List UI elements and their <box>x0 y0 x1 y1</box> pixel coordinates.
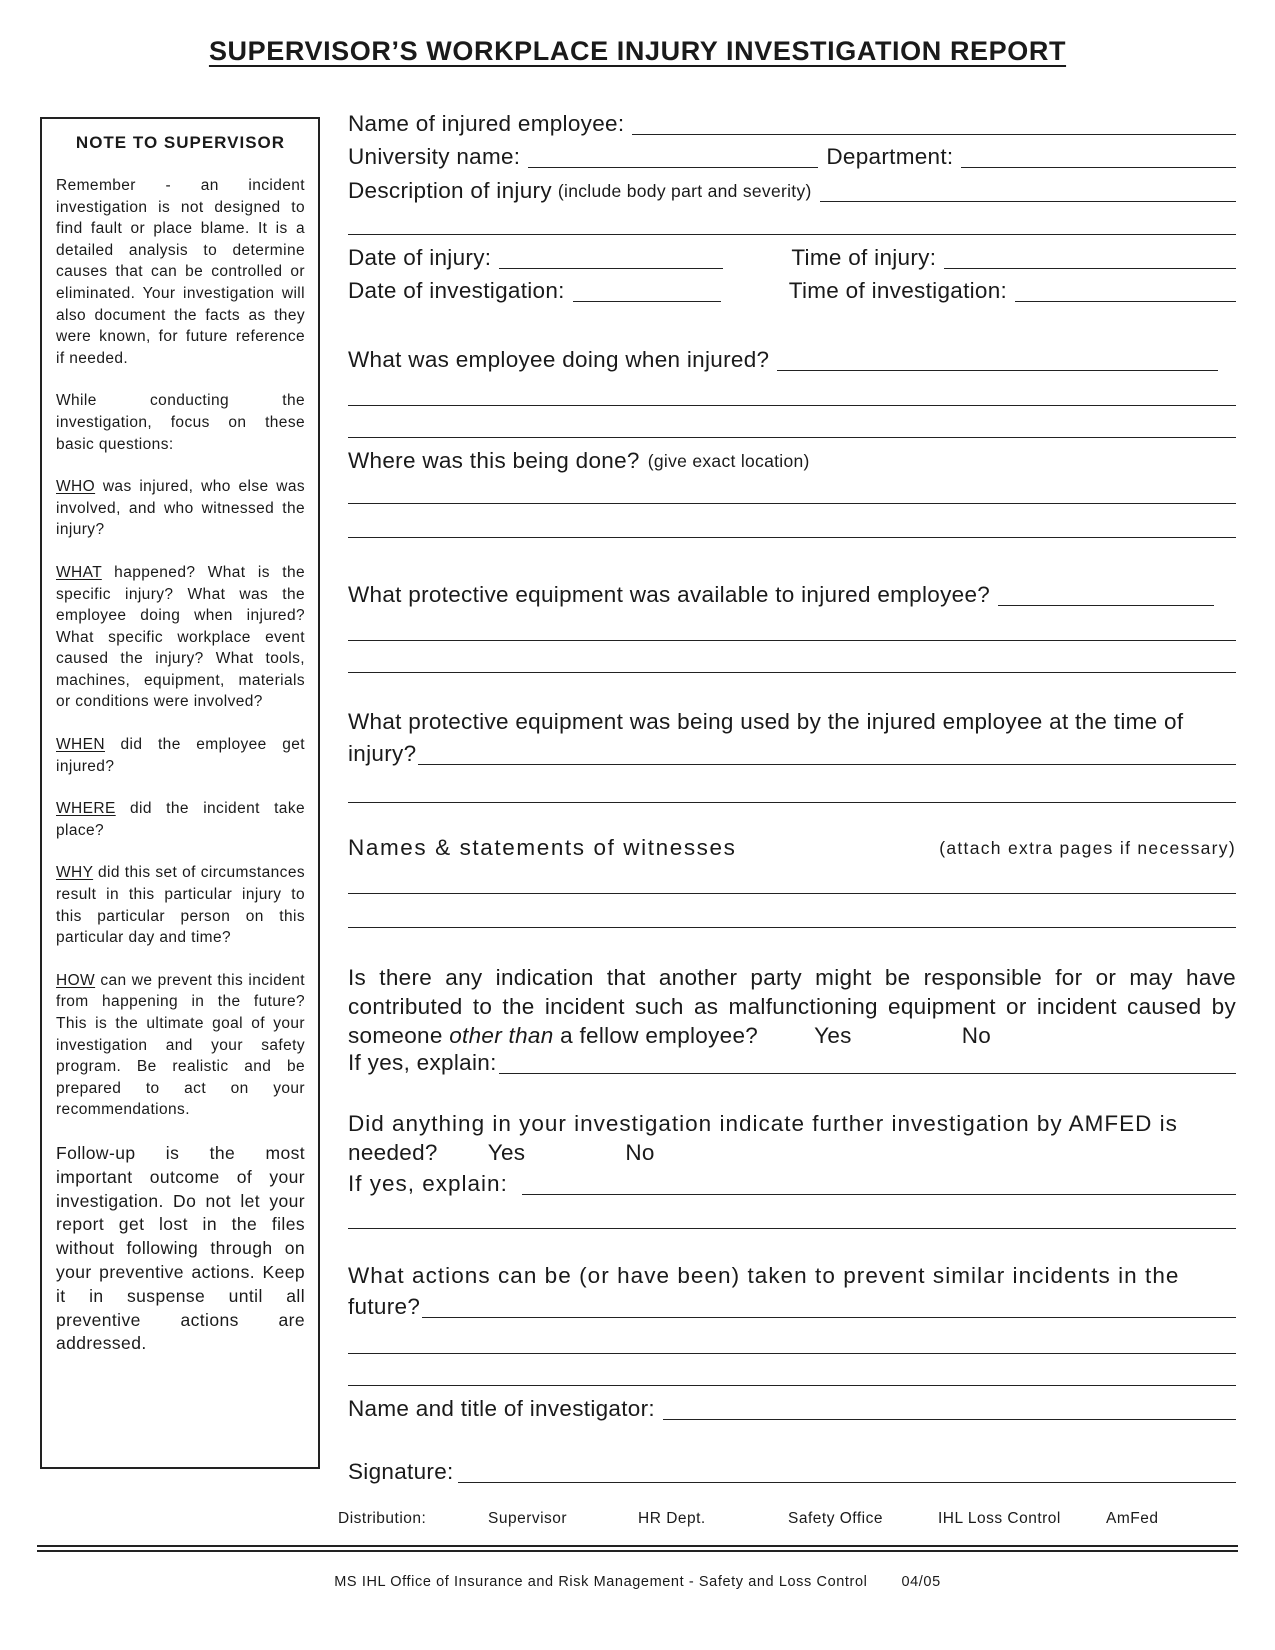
time-injury-field[interactable] <box>944 268 1236 269</box>
other-party-explain-field[interactable] <box>499 1073 1236 1074</box>
report-form <box>348 0 1236 1520</box>
witnesses-row <box>348 834 1236 862</box>
ppe-available-field-2[interactable] <box>348 640 1236 641</box>
doing-label: What was employee doing when injured? <box>348 347 770 372</box>
footer-rule-bottom <box>37 1550 1238 1552</box>
distribution-item: AmFed <box>1106 1510 1159 1527</box>
witnesses-field-1[interactable] <box>348 893 1236 894</box>
investigator-row <box>348 1395 1236 1423</box>
amfed-explain-field[interactable] <box>522 1194 1236 1195</box>
why-keyword: WHY <box>56 864 94 882</box>
distribution-item: Safety Office <box>788 1510 883 1527</box>
other-party-question: Is there any indication that another party might be responsible for or may have contributed to the incident such as malfunctioning equipment or incident caused by someone other than a fellow employee? Yes No <box>348 965 1236 1048</box>
ppe-used-label: What protective equipment was being used by the injured employee at the time of <box>348 709 1184 734</box>
actions-question: What actions can be (or have been) taken to prevent similar incidents in the <box>348 1263 1180 1288</box>
where-field-2[interactable] <box>348 537 1236 538</box>
amfed-explain-field-2[interactable] <box>348 1228 1236 1229</box>
ppe-used-field[interactable] <box>418 764 1236 765</box>
injury-desc-note: (include body part and severity) <box>557 181 812 201</box>
actions-row-1 <box>348 1262 1236 1290</box>
amfed-row-1 <box>348 1110 1236 1138</box>
injury-desc-field[interactable] <box>820 201 1236 202</box>
date-injury-row <box>348 244 1236 272</box>
date-injury-label: Date of injury: <box>348 245 492 270</box>
witnesses-note: (attach extra pages if necessary) <box>939 838 1236 858</box>
note-heading: NOTE TO SUPERVISOR <box>75 133 286 152</box>
other-party-explain-label: If yes, explain: <box>348 1050 497 1075</box>
time-investigation-field[interactable] <box>1015 301 1236 302</box>
amfed-question-2: needed? <box>348 1140 438 1165</box>
actions-question-2: future? <box>348 1294 421 1319</box>
note-what: WHAT happened? What is the specific injury? What was the employee doing when injured? What specific workplace event caused the injury? What tools, machines, equipment, materials or conditions were involved? <box>56 563 305 711</box>
ppe-available-field-3[interactable] <box>348 672 1236 673</box>
how-keyword: HOW <box>56 971 96 989</box>
doing-field-3[interactable] <box>348 437 1236 438</box>
amfed-yes[interactable]: Yes <box>487 1140 526 1165</box>
footer-rule-top <box>37 1545 1238 1547</box>
doing-field-2[interactable] <box>348 405 1236 406</box>
injury-desc-label: Description of injury <box>348 178 552 203</box>
signature-field[interactable] <box>458 1482 1236 1483</box>
note-why: WHY did this set of circumstances result in this particular injury to this particular person on this particular day and time? <box>56 864 305 947</box>
witnesses-label: Names & statements of witnesses <box>348 835 737 860</box>
doing-row <box>348 346 1236 374</box>
investigator-field[interactable] <box>663 1419 1236 1420</box>
investigator-label: Name and title of investigator: <box>348 1396 655 1421</box>
other-party-yes[interactable]: Yes <box>814 1023 852 1048</box>
ppe-used-label-2: injury? <box>348 741 417 766</box>
ppe-available-row <box>348 581 1236 609</box>
note-when: WHEN did the employee get injured? <box>56 736 305 775</box>
amfed-no[interactable]: No <box>625 1140 655 1165</box>
note-followup: Follow-up is the most important outcome of your investigation. Do not let your report get lost in the files without following through on your preventive actions. Keep it in suspense until all preventive actions are addressed. <box>56 1142 305 1354</box>
where-label: Where was this being done? <box>348 448 640 473</box>
note-how: HOW can we prevent this incident from happening in the future? This is the ultimate goal of your investigation and your safety program. Be realistic and be prepared to act on your recommendations. <box>56 971 305 1119</box>
employee-name-field[interactable] <box>632 134 1236 135</box>
signature-row <box>348 1458 1236 1486</box>
amfed-row-2 <box>348 1139 1236 1167</box>
amfed-explain-label: If yes, explain: <box>348 1171 508 1196</box>
ppe-used-row-1 <box>348 708 1236 736</box>
time-injury-label: Time of injury: <box>791 245 937 270</box>
amfed-question: Did anything in your investigation indicate further investigation by AMFED is <box>348 1111 1178 1136</box>
note-who: WHO was injured, who else was involved, and who witnessed the injury? <box>56 478 305 539</box>
witnesses-field-2[interactable] <box>348 927 1236 928</box>
employee-name-row <box>348 110 1236 138</box>
ppe-available-field[interactable] <box>998 605 1214 606</box>
where-row <box>348 447 1236 475</box>
ppe-available-label: What protective equipment was available to injured employee? <box>348 582 991 607</box>
page-title: SUPERVISOR’S WORKPLACE INJURY INVESTIGATION REPORT <box>208 36 1067 66</box>
note-paragraph-remember: Remember - an incident investigation is not designed to find fault or place blame. It is a detailed analysis to determine causes that can be controlled or eliminated. Your investigation will also document the facts as they were known, for future reference if needed. <box>56 177 305 367</box>
who-keyword: WHO <box>56 478 96 496</box>
distribution-item: Supervisor <box>488 1510 568 1527</box>
date-injury-field[interactable] <box>499 268 723 269</box>
date-investigation-row <box>348 277 1236 305</box>
distribution-item: HR Dept. <box>638 1510 706 1527</box>
ppe-used-field-2[interactable] <box>348 802 1236 803</box>
signature-label: Signature: <box>348 1459 454 1484</box>
injury-desc-row <box>348 177 1236 205</box>
injury-desc-field-2[interactable] <box>348 234 1236 235</box>
where-note: (give exact location) <box>647 451 810 471</box>
where-keyword: WHERE <box>56 800 116 818</box>
department-field[interactable] <box>961 167 1236 168</box>
note-paragraph-questions: While conducting the investigation, focus on these basic questions: <box>56 392 305 453</box>
university-name-label: University name: <box>348 144 521 169</box>
when-keyword: WHEN <box>56 736 105 754</box>
actions-field-2[interactable] <box>348 1353 1236 1354</box>
what-keyword: WHAT <box>56 563 102 581</box>
footer-date: 04/05 <box>901 1574 941 1590</box>
actions-field-3[interactable] <box>348 1385 1236 1386</box>
where-field-1[interactable] <box>348 503 1236 504</box>
footer-text: MS IHL Office of Insurance and Risk Management - Safety and Loss Control <box>334 1574 868 1590</box>
actions-row-2 <box>348 1293 1236 1321</box>
date-investigation-label: Date of investigation: <box>348 278 565 303</box>
ppe-used-row-2 <box>348 740 1236 768</box>
university-row <box>348 143 1236 171</box>
other-party-explain-row <box>348 1049 1236 1077</box>
page-footer <box>0 1574 1275 1590</box>
time-investigation-label: Time of investigation: <box>788 278 1008 303</box>
note-where: WHERE did the incident take place? <box>56 800 305 839</box>
university-name-field[interactable] <box>528 167 818 168</box>
distribution-label: Distribution: <box>338 1510 427 1527</box>
employee-name-label: Name of injured employee: <box>348 111 625 136</box>
date-investigation-field[interactable] <box>573 301 721 302</box>
other-party-no[interactable]: No <box>961 1023 992 1048</box>
amfed-explain-row <box>348 1170 1236 1198</box>
distribution-item: IHL Loss Control <box>938 1510 1061 1527</box>
note-to-supervisor-box <box>40 117 320 1469</box>
department-label: Department: <box>826 144 954 169</box>
doing-field[interactable] <box>777 370 1218 371</box>
actions-field[interactable] <box>422 1317 1236 1318</box>
